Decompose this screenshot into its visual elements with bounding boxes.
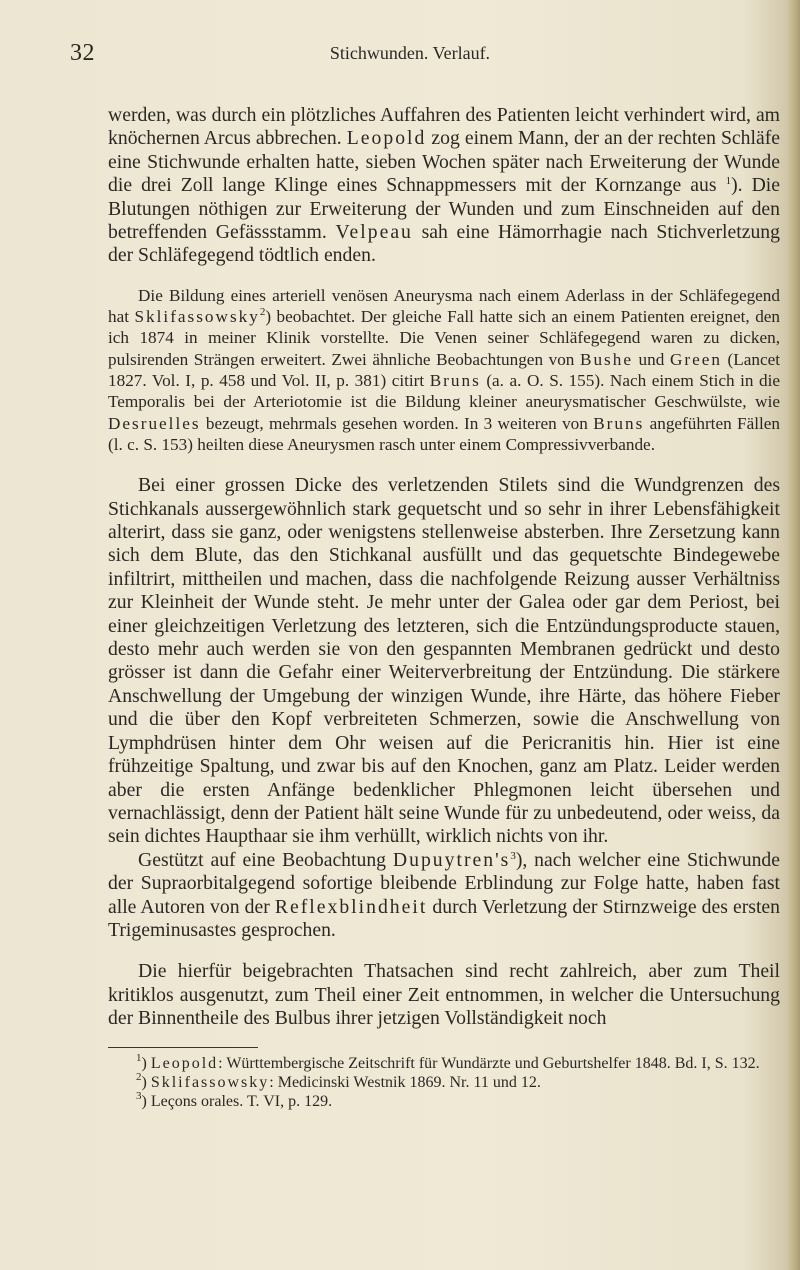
running-head: Stichwunden. Verlauf. [329, 43, 491, 63]
author-name: Leopold [346, 127, 427, 150]
term-spaced: Reflexblindheit [274, 895, 428, 918]
page-header [70, 40, 750, 66]
paragraph-2: Die Bildung eines arteriell venösen Aneurysma nach einem Aderlass in der Schläfegegend hat Sklifassowsky$^2$) beobachtet. Der gleiche Fall hatte sich an einem Patienten ereignet, den ich 1874 in meiner Klinik vorstellte. Die Venen seiner Schläfegegend waren zu dicken, pulsirenden Strängen erweitert. Zwei ähnliche Beobachtungen von Bushe und Green (Lancet 1827. Vol. I, p. 458 und Vol. II, p. 381) citirt Bruns (a. a. O. S. 155). Nach einem Stich in die Temporalis bei der Arteriotomie ist die Bildung kleiner aneurysmatischer Geschwülste, wie Desruelles bezeugt, mehrmals gesehen worden. In 3 weiteren von Bruns angeführten Fällen (l. c. S. 153) heilten diese Aneurysmen rasch unter einem Compressivverbande. [108, 285, 781, 454]
footnote-3: $^3$) Leçons orales. T. VI, p. 129. [136, 1090, 333, 1111]
book-spine-edge [786, 0, 800, 1270]
author-name: Velpeau [335, 221, 413, 244]
footnote-divider [108, 1047, 258, 1048]
author-name: Bushe [580, 349, 633, 369]
author-name: Dupuytren's [392, 848, 511, 871]
paragraph-4: Gestützt auf eine Beobachtung $Dupuytren's^3$), nach welcher eine Stichwunde der Supraorbitalgegend sofortige bleibende Erblindung zur Folge hatte, haben fast alle Autoren von der Reflexblindheit durch Verletzung der Stirnzweige des ersten Trigeminusastes gesprochen. [108, 848, 780, 941]
page-number: 32 [70, 40, 95, 66]
footnote-2: $^2$) Sklifassowsky: Medicinski Westnik 1869. Nr. 11 und 12. [136, 1070, 541, 1091]
author-name: Sklifassowsky [134, 307, 260, 327]
footnote-1: $^1$) Leopold: Württembergische Zeitschrift für Wundärzte und Geburtshelfer 1848. Bd. I, S. 132. [136, 1051, 760, 1072]
paragraph-1: werden, was durch ein plötzliches Auffahren des Patienten leicht verhindert wird, am knöchernen Arcus abbrechen. Leopold zog einem Mann, der an der rechten Schläfe eine Stichwunde erhalten hatte, sieben Wochen später nach Erweiterung der Wunde die drei Zoll lange Klinge eines Schnappmessers mit der Kornzange aus $^1$). Die Blutungen nöthigen zur Erweiterung der Wunden und zum Einschneiden auf den betreffenden Gefässstamm. Velpeau sah eine Hämorrhagie nach Stichverletzung der Schläfegegend tödtlich enden. [108, 104, 781, 267]
body-text [108, 104, 780, 1112]
author-name: Green [669, 349, 722, 369]
footnotes [108, 1051, 780, 1112]
footnote-ref: 3 [510, 849, 516, 862]
author-name: Bruns [593, 413, 645, 433]
footnote-ref: 2 [259, 306, 266, 319]
author-name: Desruelles [108, 413, 201, 433]
author-name: Bruns [429, 371, 481, 391]
paragraph-3: Bei einer grossen Dicke des verletzenden Stilets sind die Wundgrenzen des Stichkanals aussergewöhnlich stark gequetscht und so sehr in ihrer Lebensfähigkeit alterirt, dass sie ganz, oder wenigstens stellenweise absterben. Ihre Zersetzung kann sich dem Blute, das den Stichkanal ausfüllt und das gequetschte Bindegewebe infiltrirt, mittheilen und machen, dass die nachfolgende Reizung ausser Verhältniss zur Kleinheit der Wunde steht. Je mehr unter der Galea oder gar dem Periost, bei einer gleichzeitigen Verletzung des letzteren, sich die Entzündungsproducte stauen, desto mehr auch werden sie von den gespannten Membranen gedrückt und desto grösser ist dann die Gefahr einer Weiterverbreitung der Entzündung. Die stärkere Anschwellung der Umgebung der winzigen Wunde, ihre Härte, das höhere Fieber und die über den Kopf verbreiteten Schmerzen, sowie die Anschwellung von Lymphdrüsen hinter dem Ohr weisen auf die Pericranitis hin. Hier ist eine frühzeitige Spaltung, und zwar bis auf den Knochen, ganz am Platz. Leider werden aber die ersten Anfänge bedenklicher Phlegmonen leicht übersehen und vernachlässigt, denn der Patient hält seine Wunde für zu unbedeutend, oder weiss, da sein dichtes Haupthaar sie ihm verhüllt, wirklich nichts von ihr. [108, 474, 780, 848]
footnote-ref: 1 [725, 175, 732, 188]
paragraph-5: Die hierfür beigebrachten Thatsachen sind recht zahlreich, aber zum Theil kritiklos ausgenutzt, zum Theil einer Zeit entnommen, in welcher die Untersuchung der Binnentheile des Bulbus ihrer jetzigen Vollständigkeit noch [108, 960, 780, 1030]
